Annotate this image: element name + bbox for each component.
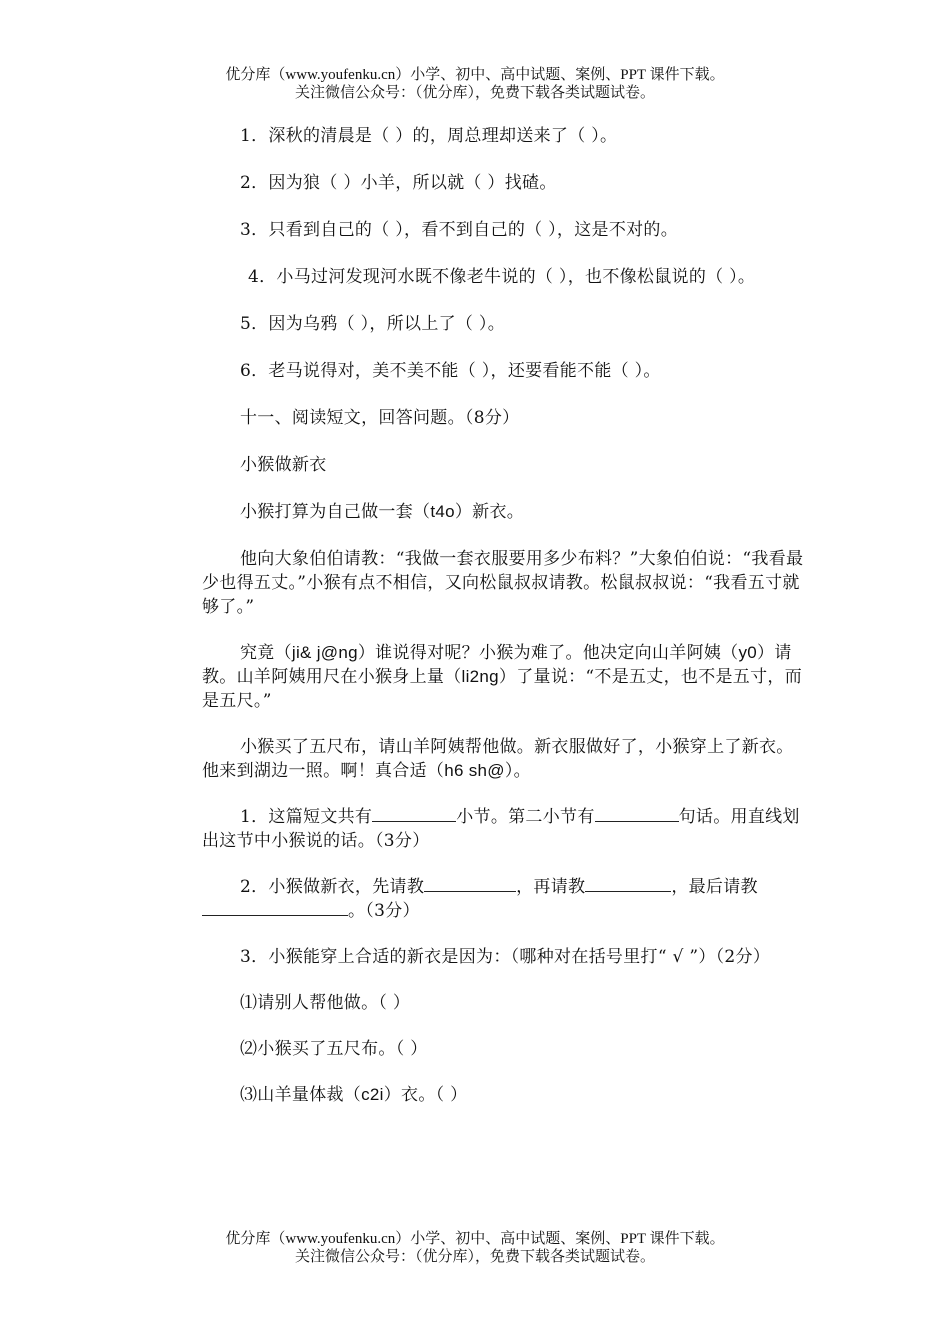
- p3-text-c: ）请教。山羊阿姨用尺在小猴身上量（: [202, 643, 792, 687]
- q2-text-b: ，再请教: [516, 877, 586, 897]
- fill-item-1: 1．深秋的清晨是（ ）的，周总理却送来了（ ）。: [240, 126, 618, 146]
- q2-blank-1: [424, 875, 516, 892]
- header-line-2: 关注微信公众号：（优分库），免费下载各类试题试卷。: [294, 85, 655, 101]
- document-body: [202, 124, 810, 1107]
- header-line-1: 优分库（www.youfenku.cn）小学、初中、高中试题、案例、PPT 课件下载。: [225, 67, 725, 83]
- p1-text-a: 小猴打算为自己做一套（: [240, 502, 431, 522]
- question-1: [202, 805, 810, 853]
- q1-text-c: 句话。用直线划出这节中小猴说的话。（3分）: [202, 807, 800, 851]
- opt3-text-a: ⑶山羊量体裁（: [240, 1085, 362, 1105]
- question-3: 3．小猴能穿上合适的新衣是因为：（哪种对在括号里打“ √ ”）（2分）: [240, 947, 771, 967]
- p3-pinyin-3: li2ng: [461, 667, 499, 686]
- q2-text-c: ，最后请教: [671, 877, 758, 897]
- question-2: [202, 875, 810, 923]
- q1-blank-1: [372, 805, 456, 822]
- q2-blank-2: [585, 875, 671, 892]
- p3-text-d: ）了量说：“不是五丈，也不是五寸，而是五尺。”: [202, 667, 803, 711]
- q2-text-a: 2．小猴做新衣，先请教: [240, 877, 425, 897]
- footer-line-1: 优分库（www.youfenku.cn）小学、初中、高中试题、案例、PPT 课件下载。: [225, 1231, 725, 1247]
- question-3-option-3: [202, 1083, 810, 1107]
- page-header: [0, 66, 950, 102]
- p4-text-b: ）。: [504, 761, 531, 781]
- p1-text-b: ）新衣。: [454, 502, 525, 522]
- q1-text-a: 1．这篇短文共有: [240, 807, 373, 827]
- opt3-text-b: ）衣。（ ）: [383, 1085, 468, 1105]
- passage-title: 小猴做新衣: [240, 455, 327, 475]
- passage-paragraph-4: [202, 735, 810, 783]
- passage-paragraph-1: [202, 500, 810, 524]
- fill-item-4: 4．小马过河发现河水既不像老牛说的（ ），也不像松鼠说的（ ）。: [248, 267, 756, 287]
- p3-text-b: ）谁说得对呢？小猴为难了。他决定向山羊阿姨（: [357, 643, 739, 663]
- q1-text-b: 小节。第二小节有: [456, 807, 595, 827]
- fill-item-3: 3．只看到自己的（ ），看不到自己的（ ），这是不对的。: [240, 220, 679, 240]
- fill-item-6: 6．老马说得对，美不美不能（ ），还要看能不能（ ）。: [240, 361, 661, 381]
- question-3-option-1: ⑴请别人帮他做。（ ）: [240, 993, 411, 1013]
- q1-blank-2: [595, 805, 679, 822]
- p1-pinyin: t4o: [430, 502, 455, 521]
- passage-paragraph-2: 他向大象伯伯请教：“我做一套衣服要用多少布料？”大象伯伯说：“我看最少也得五丈。”小猴有点不相信，又向松鼠叔叔请教。松鼠叔叔说：“我看五寸就够了。”: [202, 549, 804, 617]
- footer-line-2: 关注微信公众号：（优分库），免费下载各类试题试卷。: [294, 1249, 655, 1265]
- p3-text-a: 究竟（: [240, 643, 292, 663]
- page-footer: [0, 1230, 950, 1266]
- fill-item-5: 5．因为乌鸦（ ），所以上了（ ）。: [240, 314, 506, 334]
- passage-paragraph-3: [202, 641, 810, 713]
- opt3-pinyin: c2i: [361, 1085, 384, 1104]
- p3-pinyin-1: ji& j@ng: [291, 643, 358, 662]
- section-heading: 十一、阅读短文，回答问题。（8分）: [240, 408, 520, 428]
- question-3-option-2: ⑵小猴买了五尺布。（ ）: [240, 1039, 428, 1059]
- p3-pinyin-2: y0: [738, 643, 758, 662]
- fill-item-2: 2．因为狼（ ）小羊，所以就（ ）找碴。: [240, 173, 557, 193]
- p4-pinyin: h6 sh@: [444, 761, 505, 780]
- q2-blank-3: [202, 899, 348, 916]
- p4-text-a: 小猴买了五尺布，请山羊阿姨帮他做。新衣服做好了，小猴穿上了新衣。他来到湖边一照。啊！真合适（: [202, 737, 794, 781]
- q2-text-d: 。（3分）: [348, 901, 420, 921]
